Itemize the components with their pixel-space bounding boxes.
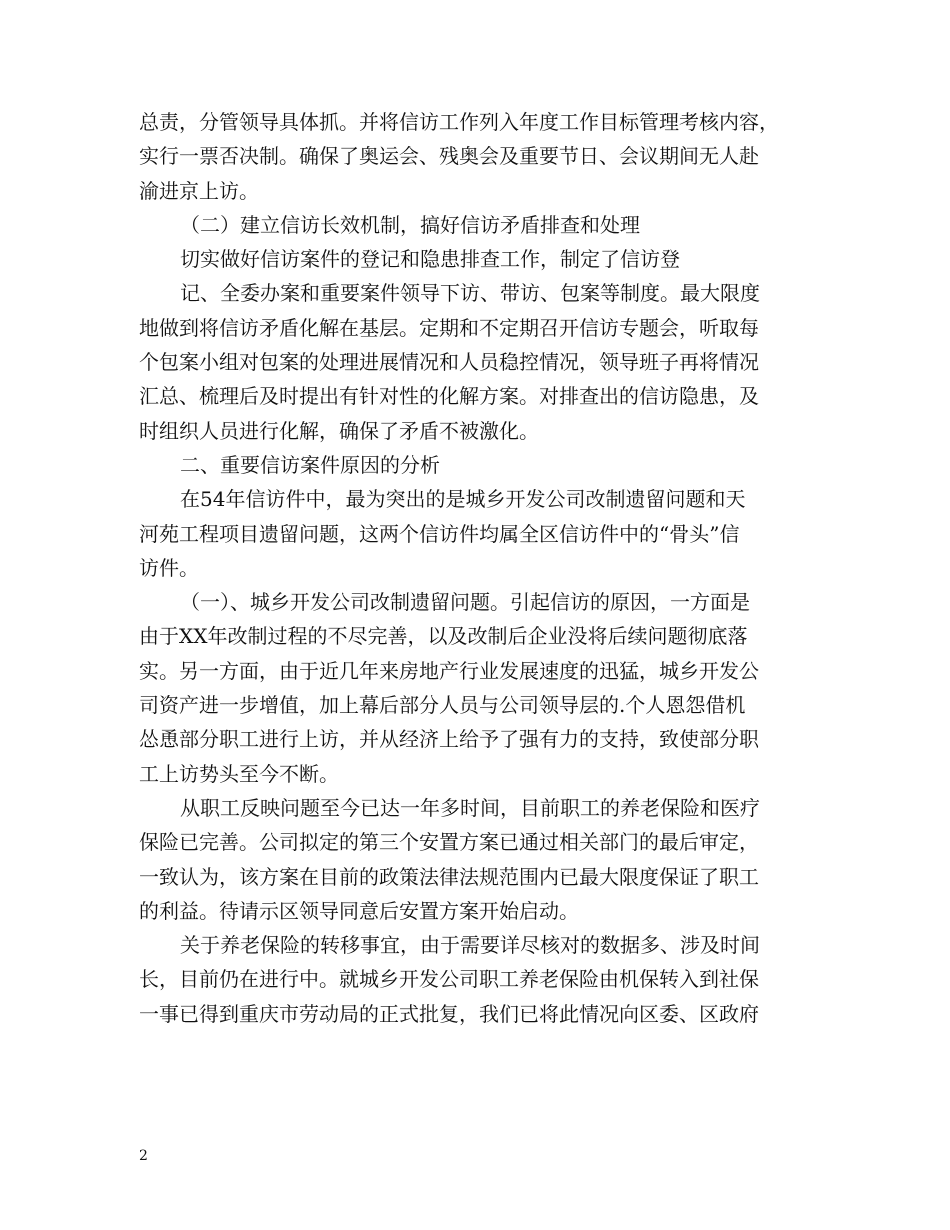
text-line: 记、全委办案和重要案件领导下访、带访、包案等制度。最大限度 <box>180 281 760 306</box>
text-line: 总责，分管领导具体抓。并将信访工作列入年度工作目标管理考核内容， <box>139 110 779 134</box>
text-line: 司资产进一步增值，加上幕后部分人员与公司领导层的.个人恩怨借机 <box>139 693 746 718</box>
text-line: 访件。 <box>139 555 199 580</box>
text-line: 的利益。待请示区领导同意后安置方案开始启动。 <box>139 898 579 923</box>
text-line: 实行一票否决制。确保了奥运会、残奥会及重要节日、会议期间无人赴 <box>139 144 759 169</box>
text-line: 汇总、梳理后及时提出有针对性的化解方案。对排查出的信访隐患，及 <box>139 384 759 409</box>
text-line: 长，目前仍在进行中。就城乡开发公司职工养老保险由机保转入到社保 <box>139 967 759 992</box>
text-line: 关于养老保险的转移事宜，由于需要详尽核对的数据多、涉及时间 <box>180 933 760 958</box>
text-line: 从职工反映问题至今已达一年多时间，目前职工的养老保险和医疗 <box>180 795 760 820</box>
section-heading: 二、重要信访案件原因的分析 <box>180 452 440 477</box>
text-line: 保险已完善。公司拟定的第三个安置方案已通过相关部门的最后审定， <box>139 830 759 855</box>
document-body <box>139 105 829 1031</box>
text-line: 工上访势头至今不断。 <box>139 761 339 786</box>
text-line: 实。另一方面，由于近几年来房地产行业发展速度的迅猛，城乡开发公 <box>139 658 759 683</box>
text-line: 怂恿部分职工进行上访，并从经济上给予了强有力的支持，致使部分职 <box>139 727 759 752</box>
text-line: 一事已得到重庆市劳动局的正式批复，我们已将此情况向区委、区政府 <box>139 1001 759 1026</box>
text-line: 在54年信访件中，最为突出的是城乡开发公司改制遗留问题和天 <box>180 487 746 512</box>
text-line: 由于XX年改制过程的不尽完善，以及改制后企业没将后续问题彻底落 <box>139 624 748 649</box>
text-line: 渝进京上访。 <box>139 178 259 203</box>
text-line: 地做到将信访矛盾化解在基层。定期和不定期召开信访专题会，听取每 <box>139 315 759 340</box>
text-line: 时组织人员进行化解，确保了矛盾不被激化。 <box>139 418 539 443</box>
text-line: 个包案小组对包案的处理进展情况和人员稳控情况，领导班子再将情况 <box>139 350 759 375</box>
section-heading: （二）建立信访长效机制，搞好信访矛盾排查和处理 <box>180 212 640 237</box>
page-number: 2 <box>139 1148 148 1164</box>
text-line: 一致认为，该方案在目前的政策法律法规范围内已最大限度保证了职工 <box>139 864 759 889</box>
text-line: 河苑工程项目遗留问题，这两个信访件均属全区信访件中的“骨头”信 <box>139 521 740 546</box>
text-line: 切实做好信访案件的登记和隐患排查工作，制定了信访登 <box>180 247 680 272</box>
text-line: （一）、城乡开发公司改制遗留问题。引起信访的原因，一方面是 <box>180 590 750 615</box>
